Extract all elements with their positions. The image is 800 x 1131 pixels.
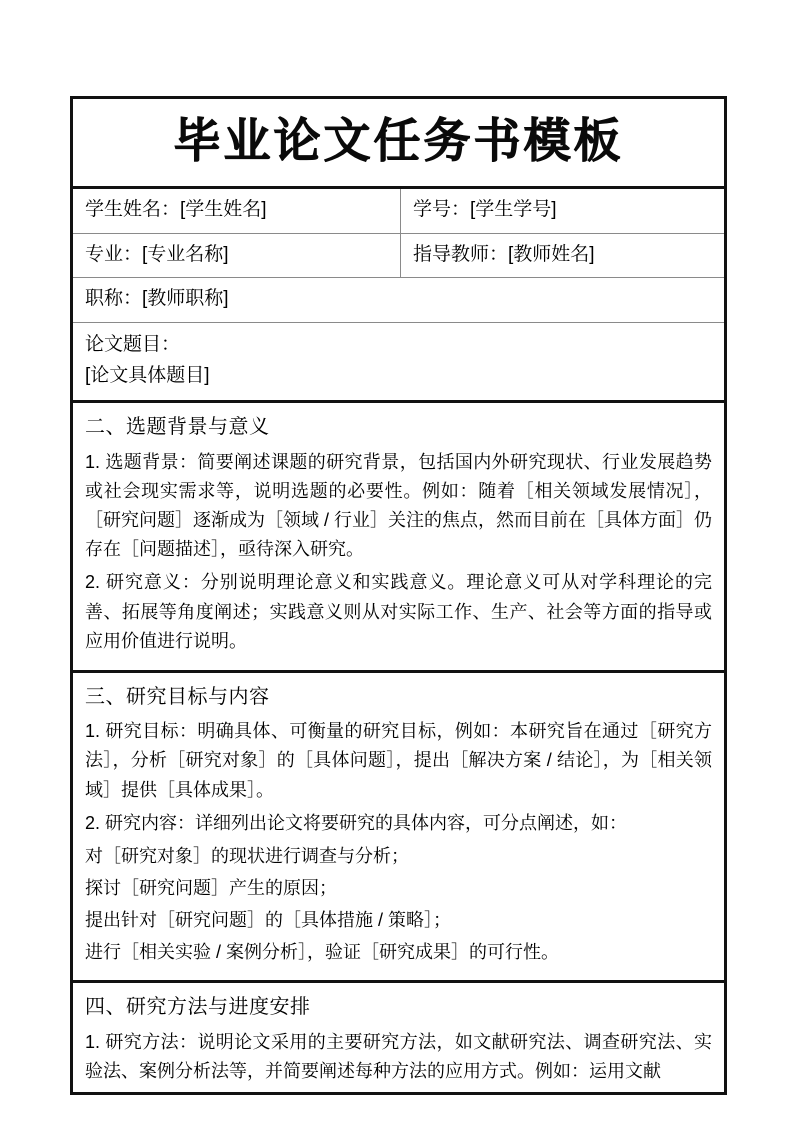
section-paragraph: 2. 研究意义：分别说明理论意义和实践意义。理论意义可从对学科理论的完善、拓展等角度阐述；实践意义则从对实际工作、生产、社会等方面的指导或应用价值进行说明。 [85, 572, 712, 651]
section-paragraph: 1. 研究方法：说明论文采用的主要研究方法，如文献研究法、调查研究法、实验法、案例分析法等，并简要阐述每种方法的应用方式。例如：运用文献 [85, 1031, 712, 1082]
section-heading: 四、研究方法与进度安排 [85, 996, 311, 1019]
list-item: 提出针对［研究问题］的［具体措施 / 策略］； [85, 910, 452, 931]
section-methods-schedule [73, 983, 724, 1092]
section-paragraph: 1. 选题背景：简要阐述课题的研究背景，包括国内外研究现状、行业发展趋势或社会现实需求等，说明选题的必要性。例如：随着［相关领域发展情况］，［研究问题］逐渐成为［领域 / 行业］关注的焦点，然而目前在［具体方面］仍存在［问题描述］，亟待深入研究。 [85, 451, 712, 560]
section-paragraph: 1. 研究目标：明确具体、可衡量的研究目标，例如：本研究旨在通过［研究方法］，分析［研究对象］的［具体问题］，提出［解决方案 / 结论］，为［相关领域］提供［具体成果］。 [85, 721, 712, 800]
section-heading: 二、选题背景与意义 [85, 416, 270, 439]
table-row [73, 234, 724, 279]
section-objectives-content [73, 673, 724, 984]
list-item: 对［研究对象］的现状进行调查与分析； [85, 845, 409, 866]
table-row [73, 278, 724, 323]
advisor-title-cell: 职称：[教师职称] [85, 288, 229, 310]
student-id-cell: 学号：[学生学号] [413, 199, 557, 221]
thesis-subject-label: 论文题目： [85, 333, 181, 355]
document-title-row [73, 99, 724, 189]
major-cell: 专业：[专业名称] [73, 234, 401, 278]
table-row [73, 189, 724, 234]
list-item: 进行［相关实验 / 案例分析］，验证［研究成果］的可行性。 [85, 942, 560, 963]
section-background-significance [73, 403, 724, 672]
section-heading: 三、研究目标与内容 [85, 685, 270, 708]
list-item: 探讨［研究问题］产生的原因； [85, 878, 337, 899]
task-book-table [70, 96, 727, 1095]
thesis-subject-placeholder: [论文具体题目] [85, 364, 210, 386]
section-paragraph: 2. 研究内容：详细列出论文将要研究的具体内容，可分点阐述，如： [85, 812, 628, 833]
thesis-subject-block [73, 323, 724, 404]
page-title: 毕业论文任务书模板 [173, 114, 624, 169]
student-name-cell: 学生姓名：[学生姓名] [73, 189, 401, 233]
advisor-cell: 指导教师：[教师姓名] [413, 243, 595, 265]
